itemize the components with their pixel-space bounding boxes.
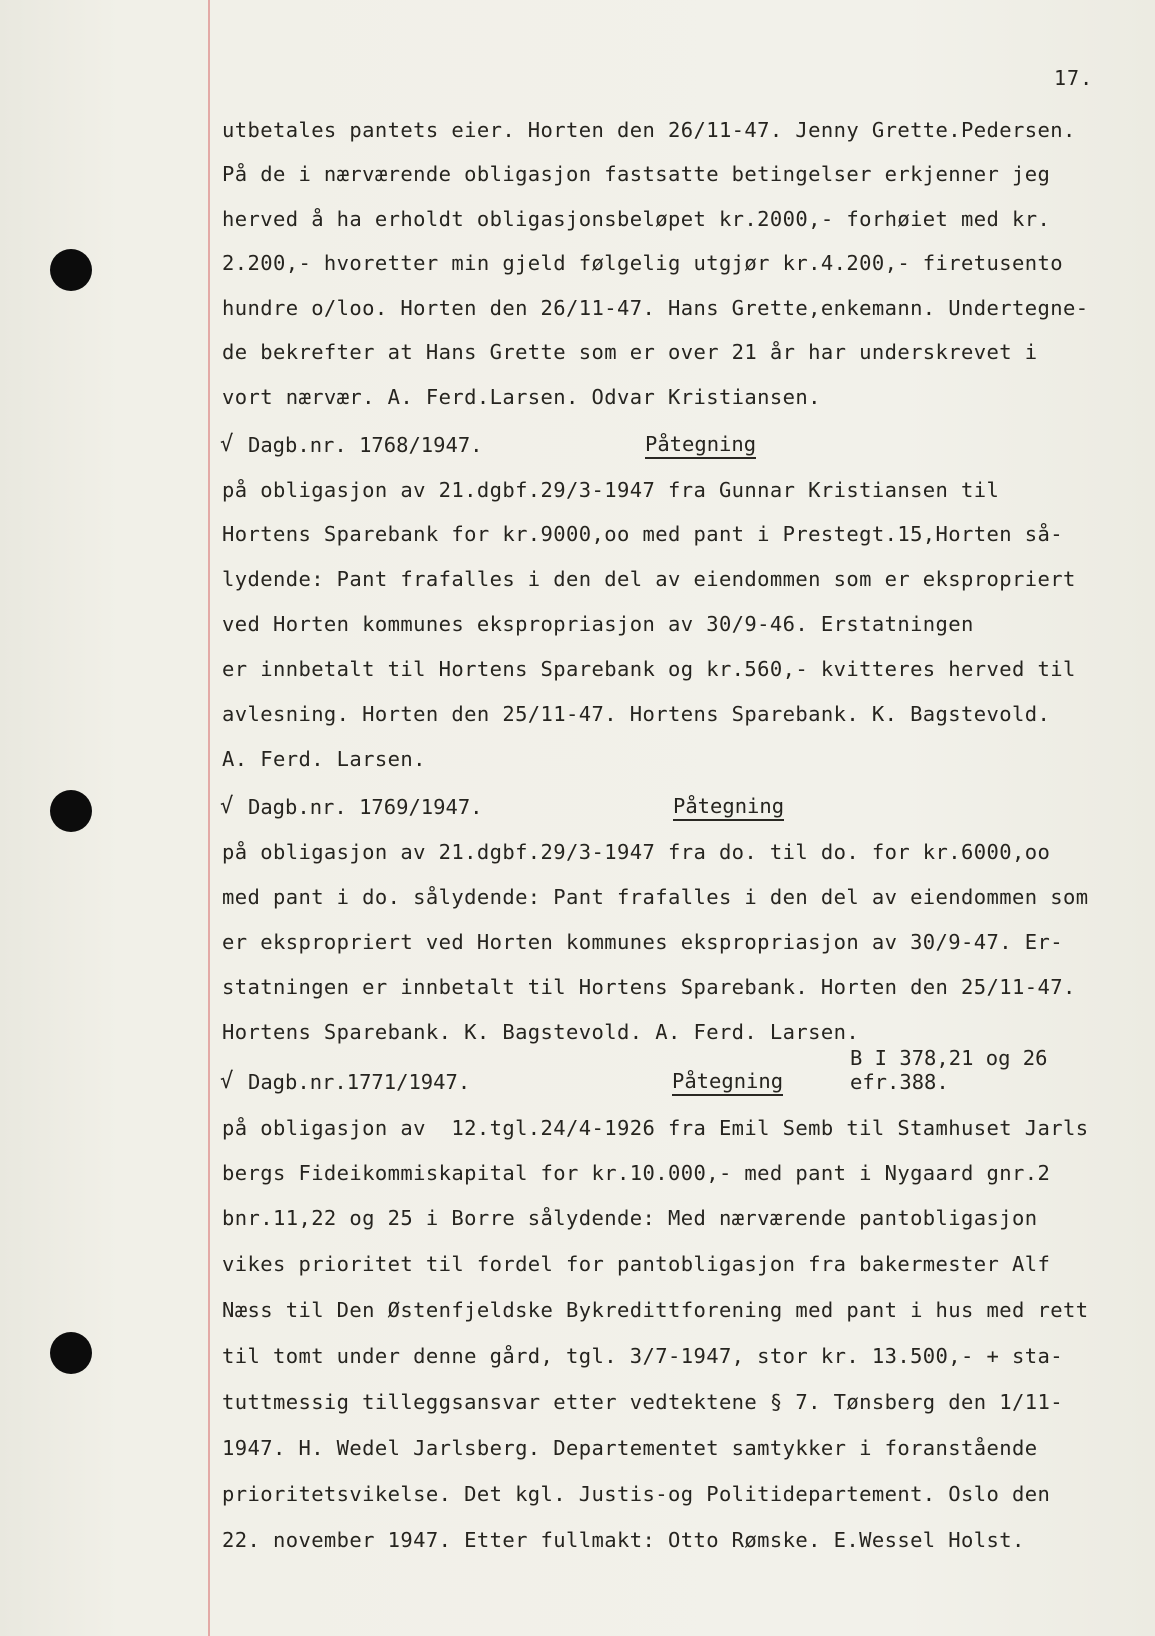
- text-line: 1947. H. Wedel Jarlsberg. Departementet samtykker i foranstående: [222, 1436, 1038, 1460]
- text-line: vort nærvær. A. Ferd.Larsen. Odvar Kristiansen.: [222, 385, 821, 409]
- punch-hole: [50, 790, 92, 832]
- text-line: er innbetalt til Hortens Sparebank og kr.560,- kvitteres herved til: [222, 657, 1076, 681]
- reference-note: efr.388.: [850, 1070, 949, 1094]
- reference-note: B I 378,21 og 26: [850, 1046, 1048, 1070]
- page-number: 17.: [1054, 66, 1094, 90]
- punch-hole: [50, 1332, 92, 1374]
- text-line: 22. november 1947. Etter fullmakt: Otto Rømske. E.Wessel Holst.: [222, 1528, 1025, 1552]
- text-line: ved Horten kommunes ekspropriasjon av 30/9-46. Erstatningen: [222, 612, 974, 636]
- entry-number: Dagb.nr. 1769/1947.: [248, 795, 483, 819]
- check-mark: √: [220, 794, 234, 819]
- entry-number: Dagb.nr.1771/1947.: [248, 1070, 471, 1094]
- text-line: statningen er innbetalt til Hortens Sparebank. Horten den 25/11-47.: [222, 975, 1076, 999]
- text-line: Hortens Sparebank for kr.9000,oo med pant i Prestegt.15,Horten så-: [222, 522, 1063, 546]
- text-line: tuttmessig tilleggsansvar etter vedtektene § 7. Tønsberg den 1/11-: [222, 1390, 1063, 1414]
- entry-heading: Påtegning: [645, 432, 756, 459]
- margin-rule: [208, 0, 210, 1636]
- text-line: er ekspropriert ved Horten kommunes ekspropriasjon av 30/9-47. Er-: [222, 930, 1063, 954]
- text-line: bergs Fideikommiskapital for kr.10.000,- med pant i Nygaard gnr.2: [222, 1161, 1051, 1185]
- text-line: hundre o/loo. Horten den 26/11-47. Hans Grette,enkemann. Undertegne-: [222, 296, 1089, 320]
- entry-heading: Påtegning: [672, 1069, 783, 1096]
- text-line: På de i nærværende obligasjon fastsatte betingelser erkjenner jeg: [222, 162, 1051, 186]
- text-line: på obligasjon av 21.dgbf.29/3-1947 fra Gunnar Kristiansen til: [222, 478, 1000, 502]
- text-line: Næss til Den Østenfjeldske Bykredittforening med pant i hus med rett: [222, 1298, 1089, 1322]
- text-line: A. Ferd. Larsen.: [222, 747, 426, 771]
- punch-hole: [50, 249, 92, 291]
- text-line: til tomt under denne gård, tgl. 3/7-1947, stor kr. 13.500,- + sta-: [222, 1344, 1063, 1368]
- text-line: Hortens Sparebank. K. Bagstevold. A. Ferd. Larsen.: [222, 1020, 860, 1044]
- text-line: de bekrefter at Hans Grette som er over 21 år har underskrevet i: [222, 340, 1038, 364]
- text-line: med pant i do. sålydende: Pant frafalles i den del av eiendommen som: [222, 885, 1089, 909]
- text-line: prioritetsvikelse. Det kgl. Justis-og Politidepartement. Oslo den: [222, 1482, 1051, 1506]
- text-line: på obligasjon av 21.dgbf.29/3-1947 fra do. til do. for kr.6000,oo: [222, 840, 1051, 864]
- check-mark: √: [220, 432, 234, 457]
- text-line: bnr.11,22 og 25 i Borre sålydende: Med nærværende pantobligasjon: [222, 1206, 1038, 1230]
- text-line: avlesning. Horten den 25/11-47. Hortens Sparebank. K. Bagstevold.: [222, 702, 1051, 726]
- text-line: på obligasjon av 12.tgl.24/4-1926 fra Emil Semb til Stamhuset Jarls: [222, 1116, 1089, 1140]
- entry-heading: Påtegning: [673, 794, 784, 821]
- check-mark: √: [220, 1069, 234, 1094]
- entry-number: Dagb.nr. 1768/1947.: [248, 433, 483, 457]
- text-line: lydende: Pant frafalles i den del av eiendommen som er ekspropriert: [222, 567, 1076, 591]
- text-line: utbetales pantets eier. Horten den 26/11-47. Jenny Grette.Pedersen.: [222, 118, 1076, 142]
- text-line: vikes prioritet til fordel for pantobligasjon fra bakermester Alf: [222, 1252, 1051, 1276]
- text-line: herved å ha erholdt obligasjonsbeløpet kr.2000,- forhøiet med kr.: [222, 207, 1051, 231]
- text-line: 2.200,- hvoretter min gjeld følgelig utgjør kr.4.200,- firetusento: [222, 251, 1063, 275]
